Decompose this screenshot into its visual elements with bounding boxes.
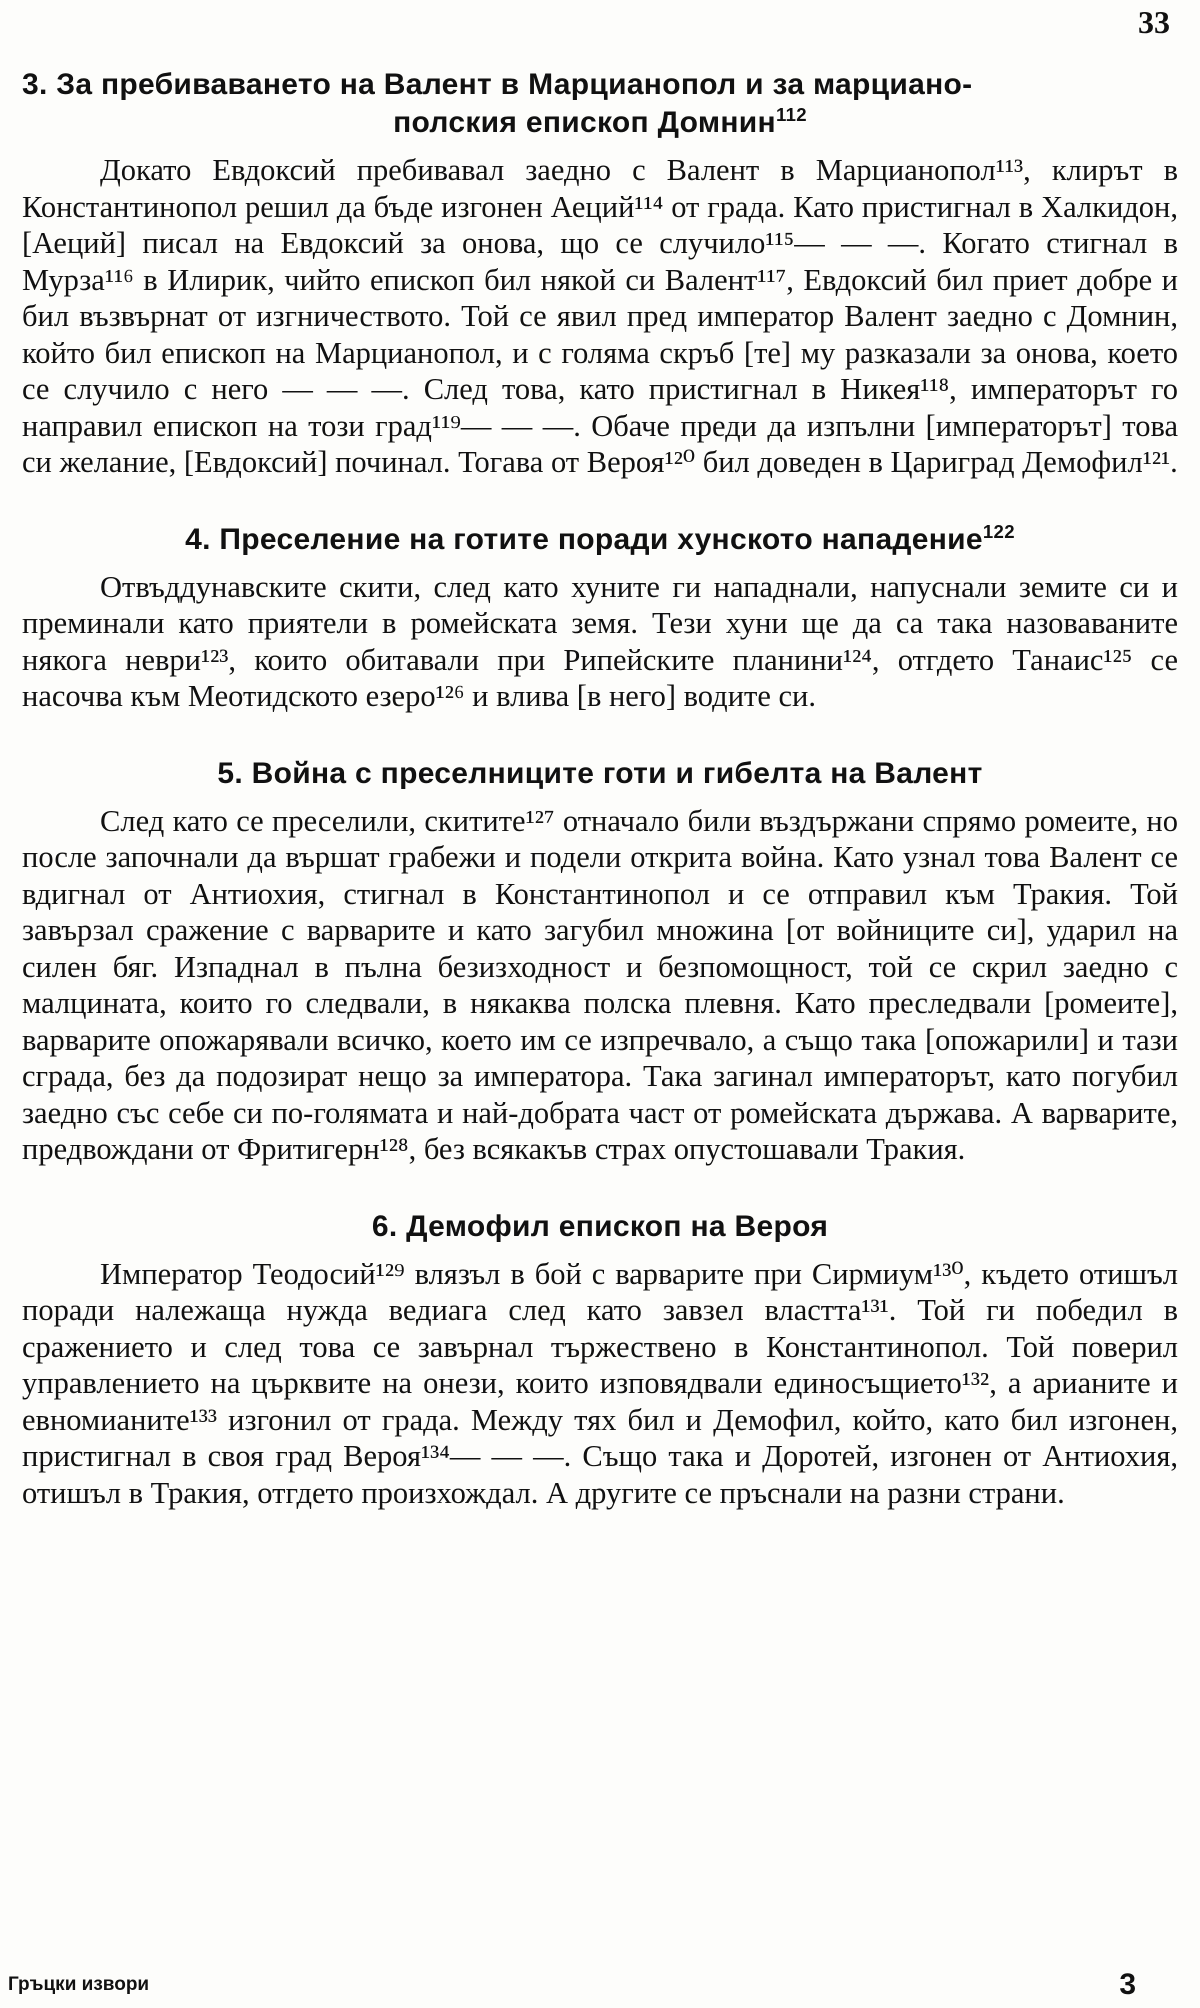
heading-text: 6. Демофил епископ на Вероя (371, 1209, 829, 1243)
section-heading (22, 755, 1178, 793)
section-heading (22, 1208, 1178, 1246)
section-4 (22, 521, 1178, 715)
section-5 (22, 755, 1178, 1168)
section-heading (22, 521, 1178, 559)
heading-text: 4. Преселение на готите поради хунското нападение (185, 522, 983, 556)
page-number: 33 (1138, 4, 1170, 40)
heading-text: 5. Война с преселниците готи и гибелта на Валент (217, 756, 983, 790)
section-heading (22, 66, 1178, 142)
footnote-ref: 112 (775, 104, 807, 125)
heading-line2 (22, 104, 1178, 142)
section-6 (22, 1208, 1178, 1512)
footnote-ref: 122 (982, 520, 1015, 542)
section-paragraph: Докато Евдоксий пребивавал заедно с Валент в Марцианопол¹¹³, клирът в Константинопол решил да бъде изгонен Аеций¹¹⁴ от града. Като пристигнал в Халкидон, [Аеций] писал на Евдоксий за онова, що се случило¹¹⁵— — —. Когато стигнал в Мурза¹¹⁶ в Илирик, чийто епископ бил някой си Валент¹¹⁷, Евдоксий бил приет добре и бил възвърнат от изгничеството. Той се явил пред император Валент заедно с Домнин, който бил епископ на Марцианопол, и с голяма скръб [те] му разказали за онова, което се случило с него — — —. След това, като пристигнал в Никея¹¹⁸, императорът го направил епископ на този град¹¹⁹— — —. Обаче преди да изпълни [императорът] това си желание, [Евдоксий] починал. Тогава от Вероя¹²⁰ бил доведен в Цариград Демофил¹²¹. (22, 153, 1178, 479)
section-3 (22, 66, 1178, 481)
footer-sheet-number: 3 (1119, 1968, 1136, 2001)
heading-line1: 3. За пребиваването на Валент в Марцианопол и за марциано- (22, 68, 973, 101)
footer-signature: Гръцки извори (8, 1974, 150, 1995)
page-content (22, 66, 1178, 1551)
section-paragraph: Отвъддунавските скити, след като хуните ги нападнали, напуснали земите си и преминали като приятели в ромейската земя. Тези хуни ще да са така назоваваните някога неври¹²³, които обитавали при Рипейските планини¹²⁴, отгдето Танаис¹²⁵ се насочва към Меотидското езеро¹²⁶ и влива [в него] водите си. (22, 569, 1178, 713)
heading-line2-text: полския епископ Домнин (393, 106, 776, 139)
section-paragraph: След като се преселили, скитите¹²⁷ отначало били въздържани спрямо ромеите, но после започнали да вършат грабежи и подели открита война. Като узнал това Валент се вдигнал от Антиохия, стигнал в Константинопол и се отправил към Тракия. Той завързал сражение с варварите и като загубил множина [от войниците си], ударил на силен бяг. Изпаднал в пълна безизходност и безпомощност, той се скрил заедно с малцината, които го следвали, в някаква полска плевня. Като преследвали [ромеите], варварите опожарявали всичко, което им се изпречвало, а също така [опожарили] и тази сграда, без да подозират нещо за императора. Така загинал императорът, като погубил заедно със себе си по-голямата и най-добрата част от ромейската държава. А варварите, предвождани от Фритигерн¹²⁸, без всякакъв страх опустошавали Тракия. (22, 803, 1178, 1166)
section-paragraph: Император Теодосий¹²⁹ влязъл в бой с варварите при Сирмиум¹³⁰, където отишъл поради належаща нужда ведиага след като завзел властта¹³¹. Той ги победил в сражението и след това се завърнал тържествено в Константинопол. Той поверил управлението на църквите на онези, които изповядвали единосъщието¹³², а арианите и евномианите¹³³ изгонил от града. Между тях бил и Демофил, който, като бил изгонен, пристигнал в своя град Вероя¹³⁴— — —. Също така и Доротей, изгонен от Антиохия, отишъл в Тракия, отгдето произхождал. А другите се пръснали на разни страни. (22, 1256, 1178, 1510)
